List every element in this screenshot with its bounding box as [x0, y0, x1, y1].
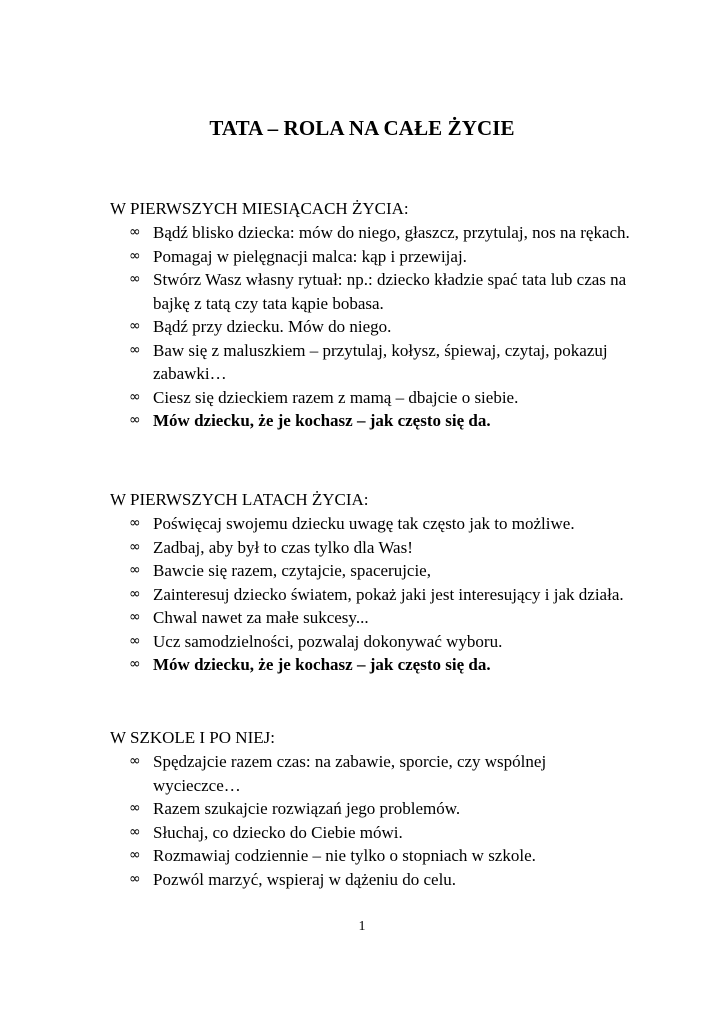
list-item: [110, 221, 630, 245]
list-item: [110, 339, 630, 386]
list-item: [110, 512, 630, 536]
infinity-bullet-icon: ∞: [129, 847, 141, 863]
list-item-text: Zainteresuj dziecko światem, pokaż jaki jest interesujący i jak działa.: [153, 584, 624, 604]
list-item-text: Mów dziecku, że je kochasz – jak często się da.: [153, 655, 491, 674]
infinity-bullet-icon: ∞: [129, 753, 141, 769]
list-item: [110, 536, 630, 560]
list-item: [110, 630, 630, 654]
list-item-text: Ciesz się dzieckiem razem z mamą – dbajcie o siebie.: [153, 387, 519, 407]
section-heading: W PIERWSZYCH LATACH ŻYCIA:: [110, 490, 369, 509]
list-item-text: Chwal nawet za małe sukcesy...: [153, 608, 369, 627]
page-number: 1: [358, 919, 366, 934]
bullet-list: [110, 221, 630, 433]
section-first-years: [110, 488, 630, 677]
list-item: [110, 821, 630, 845]
list-item-text: Poświęcaj swojemu dziecku uwagę tak często jak to możliwe.: [153, 514, 575, 533]
infinity-bullet-icon: ∞: [129, 800, 141, 816]
infinity-bullet-icon: ∞: [129, 318, 141, 334]
section-school: [110, 726, 630, 891]
list-item: [110, 268, 630, 315]
list-item-text: Pomagaj w pielęgnacji malca: kąp i przewijaj.: [153, 246, 467, 266]
list-item-text: Razem szukajcie rozwiązań jego problemów.: [153, 799, 461, 818]
document-title: TATA – ROLA NA CAŁE ŻYCIE: [209, 116, 515, 140]
list-item-text: Baw się z maluszkiem – przytulaj, kołysz, śpiewaj, czytaj, pokazuj zabawki…: [153, 340, 608, 383]
infinity-bullet-icon: ∞: [129, 412, 141, 428]
infinity-bullet-icon: ∞: [129, 562, 141, 578]
list-item-text: Bądź przy dziecku. Mów do niego.: [153, 317, 392, 336]
infinity-bullet-icon: ∞: [129, 538, 141, 555]
list-item: [110, 844, 630, 868]
list-item: [110, 797, 630, 821]
list-item: [110, 583, 630, 607]
infinity-bullet-icon: ∞: [129, 515, 141, 531]
list-item: [110, 315, 630, 339]
list-item-text: Bądź blisko dziecka: mów do niego, głaszcz, przytulaj, nos na rękach.: [153, 223, 630, 242]
infinity-bullet-icon: ∞: [129, 224, 141, 240]
bullet-list: [110, 750, 630, 891]
list-item-text: Rozmawiaj codziennie – nie tylko o stopniach w szkole.: [153, 846, 536, 865]
list-item-emphasis: [110, 653, 630, 677]
list-item-text: Mów dziecku, że je kochasz – jak często się da.: [153, 411, 491, 430]
section-heading: W PIERWSZYCH MIESIĄCACH ŻYCIA:: [110, 199, 409, 218]
list-item: [110, 386, 630, 410]
list-item-text: Stwórz Wasz własny rytuał: np.: dziecko kładzie spać tata lub czas na bajkę z tatą czy tata kąpie bobasa.: [153, 270, 627, 313]
infinity-bullet-icon: ∞: [129, 247, 141, 264]
infinity-bullet-icon: ∞: [129, 632, 141, 649]
list-item-text: Spędzajcie razem czas: na zabawie, sporcie, czy wspólnej wycieczce…: [153, 752, 547, 795]
infinity-bullet-icon: ∞: [129, 585, 141, 602]
list-item: [110, 245, 630, 269]
list-item: [110, 868, 630, 892]
infinity-bullet-icon: ∞: [129, 341, 141, 358]
infinity-bullet-icon: ∞: [129, 388, 141, 405]
list-item: [110, 559, 630, 583]
list-item-text: Zadbaj, aby był to czas tylko dla Was!: [153, 537, 413, 557]
list-item-text: Ucz samodzielności, pozwalaj dokonywać wyboru.: [153, 631, 503, 651]
list-item-text: Pozwól marzyć, wspieraj w dążeniu do celu.: [153, 869, 457, 889]
section-heading: W SZKOLE I PO NIEJ:: [110, 728, 275, 747]
list-item-text: Słuchaj, co dziecko do Ciebie mówi.: [153, 822, 403, 842]
infinity-bullet-icon: ∞: [129, 271, 141, 287]
section-first-months: [110, 197, 630, 433]
infinity-bullet-icon: ∞: [129, 656, 141, 672]
list-item: [110, 750, 630, 797]
list-item-text: Bawcie się razem, czytajcie, spacerujcie,: [153, 561, 431, 580]
infinity-bullet-icon: ∞: [129, 823, 141, 840]
infinity-bullet-icon: ∞: [129, 609, 141, 625]
bullet-list: [110, 512, 630, 677]
list-item: [110, 606, 630, 630]
infinity-bullet-icon: ∞: [129, 870, 141, 887]
list-item-emphasis: [110, 409, 630, 433]
